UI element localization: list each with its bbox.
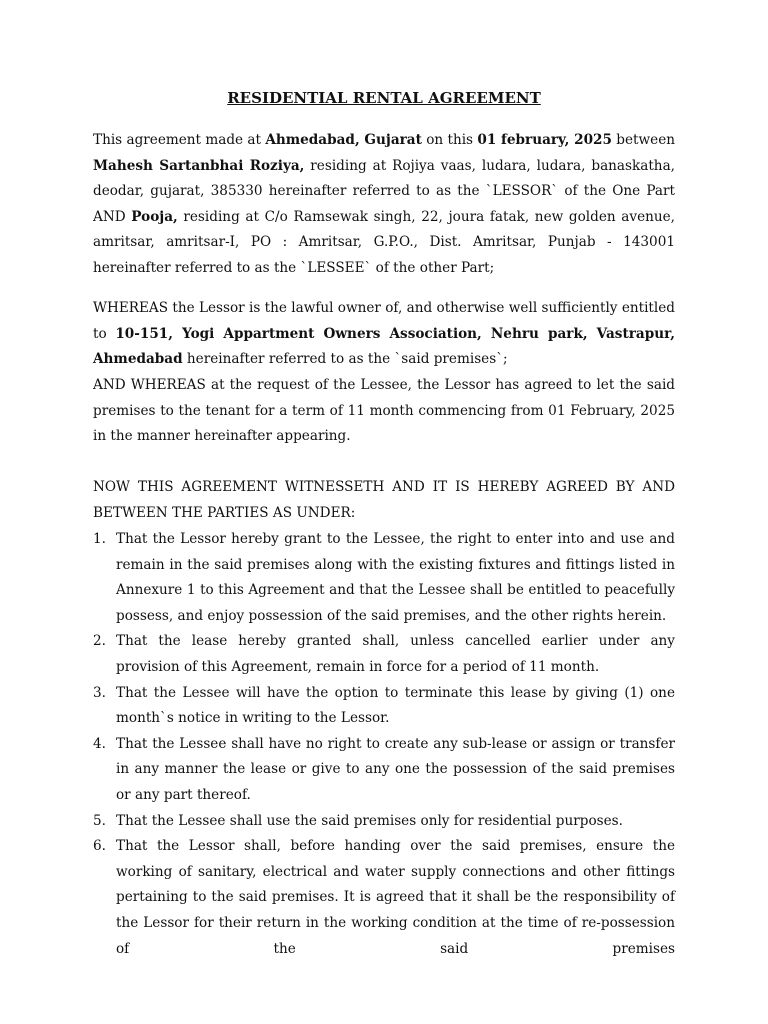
clause-number: 6. <box>93 838 106 855</box>
lessor-address-text: residing at Rojiya vaas, ludara, ludara, banaskatha, deodar, gujarat, 385330 hereinafter referred to as the `LESSOR` of the One Part AND <box>93 157 675 225</box>
lessor-name: Mahesh Sartanbhai Roziya, <box>93 157 305 174</box>
clause-text: That the Lessor shall, before handing over the said premises, ensure the working of sanitary, electrical and water supply connections and other fittings pertaining to the said premises. It is agreed that it shall be the responsibility of the Lessor for their return in the working condition at the time of re-possession of the said premises <box>116 838 675 957</box>
clause-text: That the Lessor hereby grant to the Lessee, the right to enter into and use and remain in the said premises along with the existing fixtures and fittings listed in Annexure 1 to this Agreement and that the Lessee shall be entitled to peacefully possess, and enjoy possession of the said premises, and the other rights herein. <box>116 531 675 624</box>
clause-item <box>93 732 675 809</box>
whereas-text-1: WHEREAS the Lessor is the lawful owner of, and otherwise well sufficiently entitled to <box>93 300 675 342</box>
clause-item <box>93 681 675 732</box>
place-of-agreement: Ahmedabad, Gujarat <box>265 132 422 148</box>
intro-text-2: on this <box>421 132 478 148</box>
clause-item <box>93 834 675 962</box>
agreement-date: 01 february, 2025 <box>477 132 612 148</box>
lessee-address-text: residing at C/o Ramsewak singh, 22, joura fatak, new golden avenue, amritsar, amritsar-I, PO : Amritsar, G.P.O., Dist. Amritsar, Punjab - 143001 hereinafter referred to as the `LESSEE` of the other Part; <box>93 208 676 276</box>
clause-text: That the Lessee shall have no right to create any sub-lease or assign or transfer in any manner the lease or give to any one the possession of the said premises or any part thereof. <box>116 735 675 803</box>
clause-number: 4. <box>93 735 106 752</box>
lessee-name: Pooja, <box>131 208 178 225</box>
whereas-text-2: hereinafter referred to as the `said premises`; <box>182 351 508 368</box>
witnesseth-paragraph: NOW THIS AGREEMENT WITNESSETH AND IT IS HEREBY AGREED BY AND BETWEEN THE PARTIES AS UNDER: <box>93 479 675 521</box>
clause-list <box>93 527 675 962</box>
clause-number: 3. <box>93 684 106 701</box>
clause-number: 5. <box>93 812 106 829</box>
and-whereas-paragraph: AND WHEREAS at the request of the Lessee, the Lessor has agreed to let the said premises to the tenant for a term of 11 month commencing from 01 February, 2025 in the manner hereinafter appearing. <box>93 377 675 445</box>
document-title: RESIDENTIAL RENTAL AGREEMENT <box>227 89 541 107</box>
whereas-paragraph <box>93 296 675 373</box>
premises-address: 10-151, Yogi Appartment Owners Association, Nehru park, Vastrapur, Ahmedabad <box>93 325 675 368</box>
clause-number: 2. <box>93 633 106 650</box>
clause-text: That the Lessee will have the option to terminate this lease by giving (1) one month`s notice in writing to the Lessor. <box>116 684 675 727</box>
clause-text: That the lease hereby granted shall, unless cancelled earlier under any provision of this Agreement, remain in force for a period of 11 month. <box>116 633 675 675</box>
clause-item <box>93 527 675 629</box>
intro-text-1: This agreement made at <box>93 132 266 148</box>
intro-paragraph <box>93 128 675 282</box>
clause-item <box>93 809 675 835</box>
intro-text-3: between <box>611 132 675 148</box>
clause-text: That the Lessee shall use the said premises only for residential purposes. <box>116 812 623 829</box>
clause-item <box>93 629 675 680</box>
clause-number: 1. <box>93 531 106 547</box>
